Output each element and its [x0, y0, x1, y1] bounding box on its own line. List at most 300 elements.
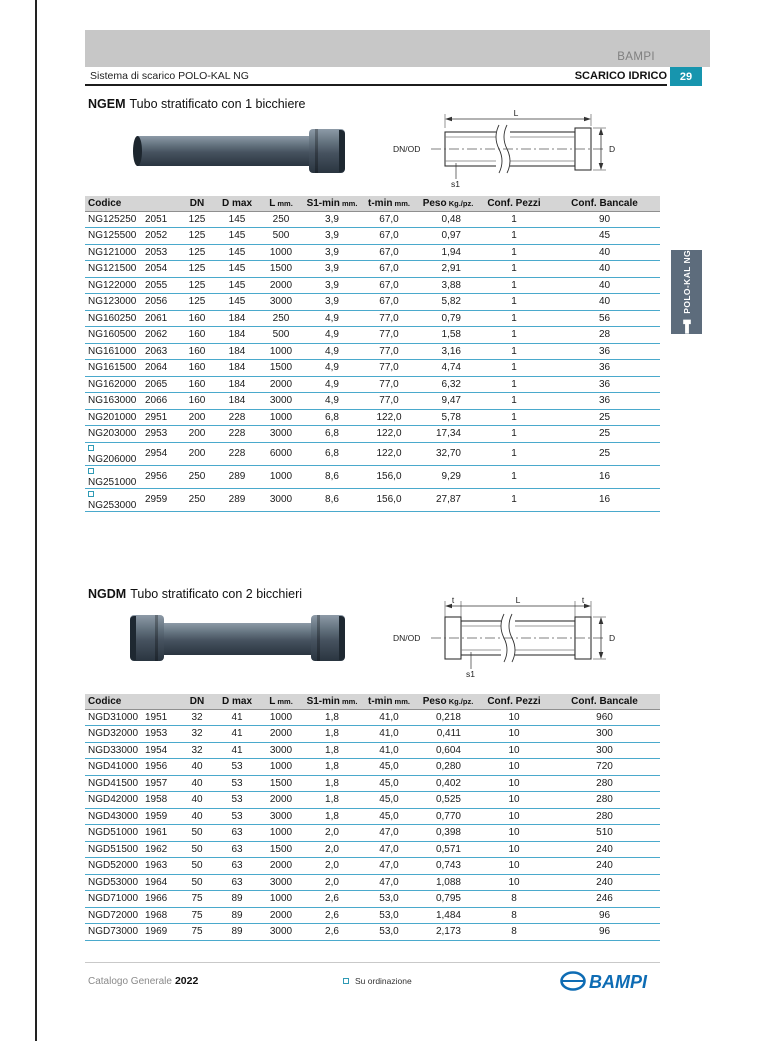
dim-label-s1: s1	[466, 669, 475, 679]
cell-conf_pezzi: 10	[479, 858, 549, 875]
cell-peso: 1,484	[417, 907, 479, 924]
cell-s1_min: 3,9	[303, 261, 361, 278]
page-number-badge: 29	[670, 67, 702, 86]
su-ordinazione-marker	[88, 491, 94, 497]
cell-code2: 1957	[143, 775, 179, 792]
cell-code: NG161500	[85, 360, 143, 377]
cell-s1_min: 1,8	[303, 775, 361, 792]
cell-d_max: 41	[215, 742, 259, 759]
cell-d_max: 184	[215, 310, 259, 327]
cell-code: NG122000	[85, 277, 143, 294]
cell-dn: 200	[179, 426, 215, 443]
cell-peso: 1,088	[417, 874, 479, 891]
cell-code2: 2959	[143, 488, 179, 511]
cell-conf_pezzi: 10	[479, 825, 549, 842]
cell-dn: 40	[179, 759, 215, 776]
cell-code2: 2063	[143, 343, 179, 360]
cell-dn: 75	[179, 891, 215, 908]
cell-code: NG123000	[85, 294, 143, 311]
cell-conf_pezzi: 10	[479, 775, 549, 792]
cell-s1_min: 3,9	[303, 294, 361, 311]
cell-peso: 0,402	[417, 775, 479, 792]
cell-conf_bancale: 300	[549, 742, 660, 759]
cell-d_max: 228	[215, 426, 259, 443]
cell-l: 1500	[259, 360, 303, 377]
cell-d_max: 145	[215, 211, 259, 228]
table-row	[85, 858, 660, 875]
cell-peso: 2,91	[417, 261, 479, 278]
cell-s1_min: 1,8	[303, 759, 361, 776]
cell-conf_pezzi: 1	[479, 244, 549, 261]
cell-dn: 160	[179, 360, 215, 377]
cell-code: NGD71000	[85, 891, 143, 908]
cell-conf_bancale: 16	[549, 488, 660, 511]
cell-d_max: 41	[215, 726, 259, 743]
cell-t_min: 122,0	[361, 442, 417, 465]
cell-code2: 2051	[143, 211, 179, 228]
cell-t_min: 45,0	[361, 775, 417, 792]
cell-code2: 2064	[143, 360, 179, 377]
cell-conf_bancale: 96	[549, 924, 660, 941]
cell-dn: 125	[179, 211, 215, 228]
cell-peso: 0,398	[417, 825, 479, 842]
cell-d_max: 184	[215, 376, 259, 393]
dim-label-L: L	[513, 108, 519, 118]
cell-s1_min: 3,9	[303, 244, 361, 261]
cell-l: 1000	[259, 891, 303, 908]
cell-peso: 27,87	[417, 488, 479, 511]
cell-conf_bancale: 36	[549, 343, 660, 360]
section-subtitle: Tubo stratificato con 2 bicchieri	[130, 587, 303, 601]
column-header: S1-min mm.	[303, 694, 361, 709]
cell-t_min: 41,0	[361, 709, 417, 726]
cell-d_max: 289	[215, 465, 259, 488]
cell-peso: 0,218	[417, 709, 479, 726]
cell-d_max: 89	[215, 907, 259, 924]
socket-lip	[339, 616, 345, 660]
cell-s1_min: 6,8	[303, 426, 361, 443]
cell-t_min: 45,0	[361, 792, 417, 809]
cell-s1_min: 2,0	[303, 874, 361, 891]
cell-s1_min: 3,9	[303, 228, 361, 245]
cell-dn: 200	[179, 442, 215, 465]
cell-code2: 1969	[143, 924, 179, 941]
pipe-socket	[309, 129, 345, 173]
table-row	[85, 726, 660, 743]
cell-l: 2000	[259, 858, 303, 875]
cell-code: NG161000	[85, 343, 143, 360]
cell-l: 3000	[259, 488, 303, 511]
cell-conf_pezzi: 1	[479, 228, 549, 245]
column-header: D max	[215, 694, 259, 709]
cell-l: 1000	[259, 343, 303, 360]
table-header-row	[85, 196, 660, 211]
cell-l: 3000	[259, 742, 303, 759]
cell-code2: 1963	[143, 858, 179, 875]
cell-code: NGD31000	[85, 709, 143, 726]
cell-code: NG125500	[85, 228, 143, 245]
column-header: D max	[215, 196, 259, 211]
table-row	[85, 393, 660, 410]
cell-dn: 250	[179, 488, 215, 511]
cell-code: NG203000	[85, 426, 143, 443]
cell-code2: 1968	[143, 907, 179, 924]
logo-text: BAMPI	[589, 972, 647, 992]
dim-label-D: D	[609, 633, 616, 643]
cell-code2: 2053	[143, 244, 179, 261]
cell-t_min: 156,0	[361, 465, 417, 488]
cell-conf_bancale: 90	[549, 211, 660, 228]
dim-label-t-right: t	[581, 595, 585, 605]
cell-conf_bancale: 40	[549, 244, 660, 261]
table-row	[85, 294, 660, 311]
table-row	[85, 277, 660, 294]
section-title-ngem	[88, 97, 306, 111]
cell-dn: 50	[179, 825, 215, 842]
cell-s1_min: 1,8	[303, 709, 361, 726]
cell-l: 1000	[259, 825, 303, 842]
pipe-socket-left	[130, 615, 164, 661]
dim-label-L: L	[515, 595, 521, 605]
table-row	[85, 874, 660, 891]
cell-conf_pezzi: 1	[479, 211, 549, 228]
table-row	[85, 327, 660, 344]
dim-label-DN-OD: DN/OD	[393, 633, 421, 643]
category-title: SCARICO IDRICO	[574, 69, 667, 82]
cell-l: 3000	[259, 924, 303, 941]
cell-d_max: 145	[215, 261, 259, 278]
cell-code: NGD51500	[85, 841, 143, 858]
cell-dn: 32	[179, 742, 215, 759]
cell-l: 1000	[259, 409, 303, 426]
brand-header: BAMPI	[617, 51, 655, 63]
cell-d_max: 184	[215, 360, 259, 377]
column-header: Peso Kg./pz.	[417, 694, 479, 709]
cell-conf_bancale: 40	[549, 277, 660, 294]
cell-s1_min: 8,6	[303, 465, 361, 488]
table-row	[85, 244, 660, 261]
cell-t_min: 77,0	[361, 327, 417, 344]
cell-peso: 17,34	[417, 426, 479, 443]
cell-conf_pezzi: 1	[479, 360, 549, 377]
cell-l: 1500	[259, 261, 303, 278]
su-ordinazione-marker	[88, 445, 94, 451]
cell-s1_min: 4,9	[303, 376, 361, 393]
spec-table-ngdm	[85, 694, 660, 941]
cell-conf_bancale: 240	[549, 841, 660, 858]
cell-code: NGD73000	[85, 924, 143, 941]
cell-peso: 0,411	[417, 726, 479, 743]
cell-code2: 1959	[143, 808, 179, 825]
table-row	[85, 759, 660, 776]
cell-conf_bancale: 36	[549, 393, 660, 410]
cell-t_min: 67,0	[361, 228, 417, 245]
cell-s1_min: 4,9	[303, 393, 361, 410]
cell-l: 2000	[259, 726, 303, 743]
cell-code2: 2054	[143, 261, 179, 278]
cell-conf_pezzi: 1	[479, 393, 549, 410]
cell-s1_min: 1,8	[303, 742, 361, 759]
column-header: L mm.	[259, 694, 303, 709]
cell-dn: 40	[179, 808, 215, 825]
socket-lip	[339, 130, 345, 172]
cell-peso: 0,79	[417, 310, 479, 327]
su-ordinazione-marker	[343, 978, 349, 984]
cell-s1_min: 2,6	[303, 924, 361, 941]
cell-d_max: 63	[215, 825, 259, 842]
cell-l: 3000	[259, 426, 303, 443]
cell-d_max: 145	[215, 228, 259, 245]
cell-code2: 1953	[143, 726, 179, 743]
cell-code: NGD52000	[85, 858, 143, 875]
socket-ring	[155, 615, 158, 661]
cell-t_min: 77,0	[361, 343, 417, 360]
cell-s1_min: 2,6	[303, 891, 361, 908]
table-row	[85, 808, 660, 825]
column-header: DN	[179, 694, 215, 709]
cell-conf_pezzi: 1	[479, 465, 549, 488]
cell-l: 250	[259, 211, 303, 228]
cell-conf_pezzi: 8	[479, 924, 549, 941]
cell-conf_pezzi: 10	[479, 841, 549, 858]
cell-peso: 6,32	[417, 376, 479, 393]
cell-t_min: 77,0	[361, 310, 417, 327]
table-row	[85, 907, 660, 924]
cell-conf_pezzi: 1	[479, 442, 549, 465]
catalog-label: Catalogo Generale	[88, 976, 172, 987]
cell-conf_bancale: 300	[549, 726, 660, 743]
cell-l: 3000	[259, 393, 303, 410]
table-row	[85, 409, 660, 426]
cell-t_min: 47,0	[361, 858, 417, 875]
table-row	[85, 792, 660, 809]
cell-peso: 0,795	[417, 891, 479, 908]
cell-code: NG121000	[85, 244, 143, 261]
cell-dn: 160	[179, 343, 215, 360]
cell-dn: 125	[179, 244, 215, 261]
table-row	[85, 360, 660, 377]
cell-t_min: 67,0	[361, 261, 417, 278]
cell-code: NG206000	[85, 442, 143, 465]
cell-t_min: 41,0	[361, 742, 417, 759]
cell-code2: 2061	[143, 310, 179, 327]
cell-conf_bancale: 56	[549, 310, 660, 327]
section-code: NGDM	[88, 587, 127, 601]
cell-peso: 5,78	[417, 409, 479, 426]
cell-peso: 9,29	[417, 465, 479, 488]
cell-l: 250	[259, 310, 303, 327]
cell-peso: 0,280	[417, 759, 479, 776]
cell-code2: 2055	[143, 277, 179, 294]
cell-code: NG160500	[85, 327, 143, 344]
cell-code: NG121500	[85, 261, 143, 278]
cell-conf_bancale: 960	[549, 709, 660, 726]
cell-code: NGD33000	[85, 742, 143, 759]
cell-d_max: 184	[215, 393, 259, 410]
cell-t_min: 77,0	[361, 360, 417, 377]
cell-conf_bancale: 510	[549, 825, 660, 842]
cell-code2: 1956	[143, 759, 179, 776]
cell-conf_bancale: 240	[549, 874, 660, 891]
cell-conf_bancale: 25	[549, 409, 660, 426]
cell-conf_pezzi: 10	[479, 709, 549, 726]
section-subtitle: Tubo stratificato con 1 bicchiere	[129, 97, 306, 111]
cell-d_max: 228	[215, 442, 259, 465]
cell-code2: 2065	[143, 376, 179, 393]
cell-code: NGD42000	[85, 792, 143, 809]
cell-peso: 2,173	[417, 924, 479, 941]
cell-t_min: 77,0	[361, 376, 417, 393]
cell-dn: 200	[179, 409, 215, 426]
cell-code2: 1962	[143, 841, 179, 858]
cell-code: NGD32000	[85, 726, 143, 743]
cell-dn: 160	[179, 310, 215, 327]
column-header: t-min mm.	[361, 196, 417, 211]
cell-t_min: 122,0	[361, 426, 417, 443]
cell-d_max: 289	[215, 488, 259, 511]
cell-d_max: 145	[215, 277, 259, 294]
cell-t_min: 41,0	[361, 726, 417, 743]
cell-code: NG125250	[85, 211, 143, 228]
section-code: NGEM	[88, 97, 126, 111]
table-row	[85, 442, 660, 465]
cell-d_max: 53	[215, 775, 259, 792]
cell-conf_pezzi: 1	[479, 376, 549, 393]
dim-label-s1: s1	[451, 179, 460, 189]
cell-l: 1000	[259, 244, 303, 261]
cell-t_min: 67,0	[361, 277, 417, 294]
cell-dn: 160	[179, 393, 215, 410]
cell-t_min: 47,0	[361, 841, 417, 858]
cell-peso: 1,94	[417, 244, 479, 261]
column-header: S1-min mm.	[303, 196, 361, 211]
footer	[85, 966, 660, 998]
cell-peso: 0,743	[417, 858, 479, 875]
cell-conf_pezzi: 10	[479, 759, 549, 776]
cell-code2: 1966	[143, 891, 179, 908]
cell-s1_min: 8,6	[303, 488, 361, 511]
cell-code2: 1954	[143, 742, 179, 759]
cell-conf_bancale: 45	[549, 228, 660, 245]
cell-d_max: 184	[215, 343, 259, 360]
cell-conf_bancale: 720	[549, 759, 660, 776]
cell-code: NGD72000	[85, 907, 143, 924]
cell-peso: 4,74	[417, 360, 479, 377]
column-header: t-min mm.	[361, 694, 417, 709]
catalog-info	[88, 975, 198, 987]
cell-dn: 250	[179, 465, 215, 488]
cell-l: 1000	[259, 759, 303, 776]
cell-code: NGD43000	[85, 808, 143, 825]
cell-d_max: 228	[215, 409, 259, 426]
cell-d_max: 63	[215, 858, 259, 875]
cell-conf_bancale: 36	[549, 360, 660, 377]
technical-diagram-ngdm	[393, 593, 638, 688]
table-row	[85, 426, 660, 443]
cell-conf_pezzi: 8	[479, 891, 549, 908]
column-header: Conf. Bancale	[549, 694, 660, 709]
cell-s1_min: 4,9	[303, 327, 361, 344]
cell-dn: 125	[179, 277, 215, 294]
cell-s1_min: 1,8	[303, 808, 361, 825]
cell-dn: 40	[179, 792, 215, 809]
cell-code: NGD53000	[85, 874, 143, 891]
column-header: Conf. Pezzi	[479, 196, 549, 211]
cell-peso: 0,604	[417, 742, 479, 759]
table-row	[85, 465, 660, 488]
cell-d_max: 53	[215, 808, 259, 825]
cell-peso: 0,571	[417, 841, 479, 858]
cell-code2: 1951	[143, 709, 179, 726]
cell-conf_bancale: 96	[549, 907, 660, 924]
socket-ring	[317, 615, 320, 661]
cell-t_min: 45,0	[361, 808, 417, 825]
cell-conf_pezzi: 1	[479, 343, 549, 360]
ordering-note	[343, 976, 412, 986]
cell-conf_pezzi: 1	[479, 294, 549, 311]
side-tab-polo-kal-ng	[671, 250, 702, 334]
cell-t_min: 53,0	[361, 924, 417, 941]
pipe-mouth	[133, 136, 142, 166]
cell-conf_pezzi: 1	[479, 261, 549, 278]
cell-s1_min: 6,8	[303, 409, 361, 426]
cell-l: 500	[259, 228, 303, 245]
cell-s1_min: 2,6	[303, 907, 361, 924]
table-row	[85, 343, 660, 360]
column-header: Codice	[85, 196, 179, 211]
cell-d_max: 89	[215, 924, 259, 941]
cell-l: 500	[259, 327, 303, 344]
cell-dn: 75	[179, 907, 215, 924]
system-title: Sistema di scarico POLO-KAL NG	[90, 69, 249, 82]
cell-dn: 50	[179, 841, 215, 858]
cell-s1_min: 2,0	[303, 841, 361, 858]
cell-t_min: 53,0	[361, 907, 417, 924]
cell-code2: 2052	[143, 228, 179, 245]
cell-l: 1500	[259, 841, 303, 858]
catalog-year: 2022	[174, 975, 199, 987]
table-row	[85, 709, 660, 726]
cell-t_min: 67,0	[361, 211, 417, 228]
cell-d_max: 89	[215, 891, 259, 908]
cell-conf_pezzi: 10	[479, 874, 549, 891]
cell-d_max: 53	[215, 759, 259, 776]
page-edge-line	[35, 0, 37, 1041]
cell-l: 3000	[259, 294, 303, 311]
cell-conf_pezzi: 10	[479, 742, 549, 759]
table-row	[85, 775, 660, 792]
pipe-body	[158, 623, 317, 655]
cell-conf_bancale: 25	[549, 442, 660, 465]
socket-lip	[130, 616, 136, 660]
cell-conf_pezzi: 1	[479, 327, 549, 344]
cell-peso: 3,88	[417, 277, 479, 294]
cell-dn: 125	[179, 294, 215, 311]
ordering-note-label: Su ordinazione	[355, 976, 412, 986]
cell-l: 2000	[259, 376, 303, 393]
table-row	[85, 228, 660, 245]
footer-divider	[85, 962, 660, 963]
column-header: L mm.	[259, 196, 303, 211]
column-header: Peso Kg./pz.	[417, 196, 479, 211]
section-title-ngdm	[88, 587, 302, 601]
cell-conf_pezzi: 1	[479, 409, 549, 426]
cell-conf_bancale: 25	[549, 426, 660, 443]
product-photo-ngdm	[130, 611, 345, 665]
table-row	[85, 261, 660, 278]
cell-t_min: 47,0	[361, 874, 417, 891]
table-row	[85, 742, 660, 759]
